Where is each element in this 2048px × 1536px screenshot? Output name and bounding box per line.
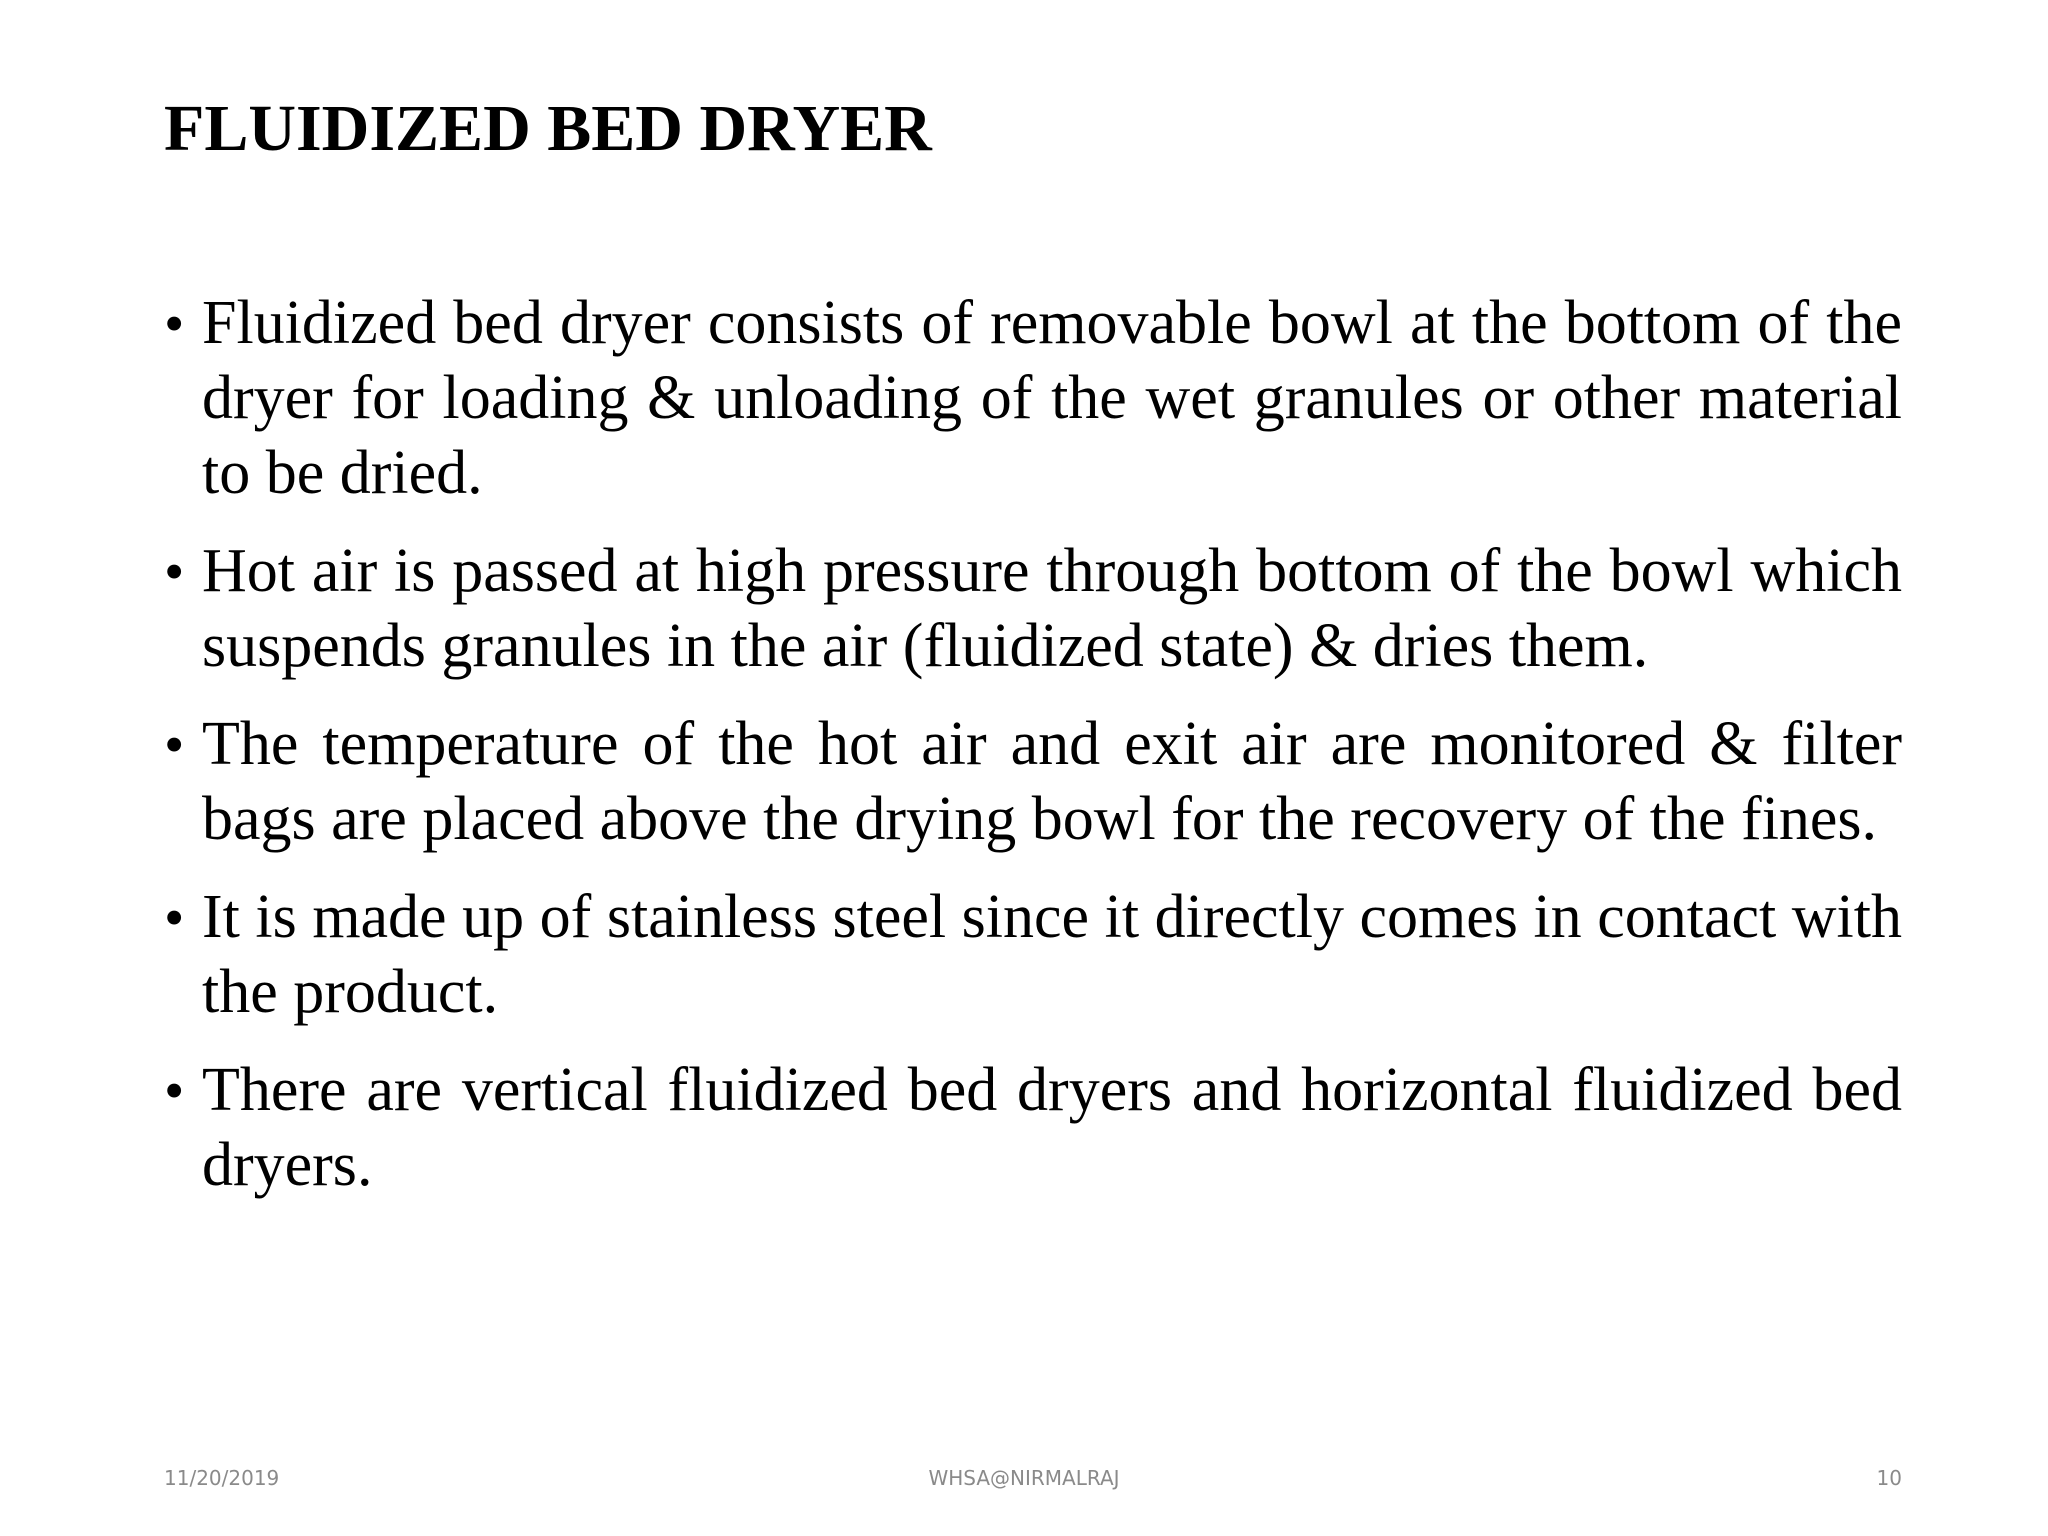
bullet-text: Hot air is passed at high pressure through bottom of the bowl which suspends granules in the air (fluidized state) & dries them. xyxy=(202,537,1902,680)
slide-title: FLUIDIZED BED DRYER xyxy=(164,92,932,165)
bullet-item xyxy=(162,1053,1902,1203)
bullet-item xyxy=(162,286,1902,511)
bullet-text: Fluidized bed dryer consists of removable bowl at the bottom of the dryer for loading & unloading of the wet granules or other material to be dried. xyxy=(202,289,1902,507)
bullet-symbol: • xyxy=(164,539,185,604)
bullet-symbol: • xyxy=(164,1058,185,1123)
footer-date: 11/20/2019 xyxy=(164,1466,280,1490)
bullet-text: The temperature of the hot air and exit air are monitored & filter bags are placed above the drying bowl for the recovery of the fines. xyxy=(202,710,1902,853)
footer-author: WHSA@NIRMALRAJ xyxy=(928,1466,1120,1490)
bullet-item xyxy=(162,534,1902,684)
bullet-list xyxy=(162,286,1902,1226)
bullet-symbol: • xyxy=(164,712,185,777)
page-number: 10 xyxy=(1876,1466,1902,1490)
bullet-item xyxy=(162,707,1902,857)
bullet-symbol: • xyxy=(164,885,185,950)
bullet-text: It is made up of stainless steel since it directly comes in contact with the product. xyxy=(202,883,1902,1026)
bullet-item xyxy=(162,880,1902,1030)
bullet-text: There are vertical fluidized bed dryers and horizontal fluidized bed dryers. xyxy=(202,1056,1902,1199)
bullet-symbol: • xyxy=(164,291,185,356)
